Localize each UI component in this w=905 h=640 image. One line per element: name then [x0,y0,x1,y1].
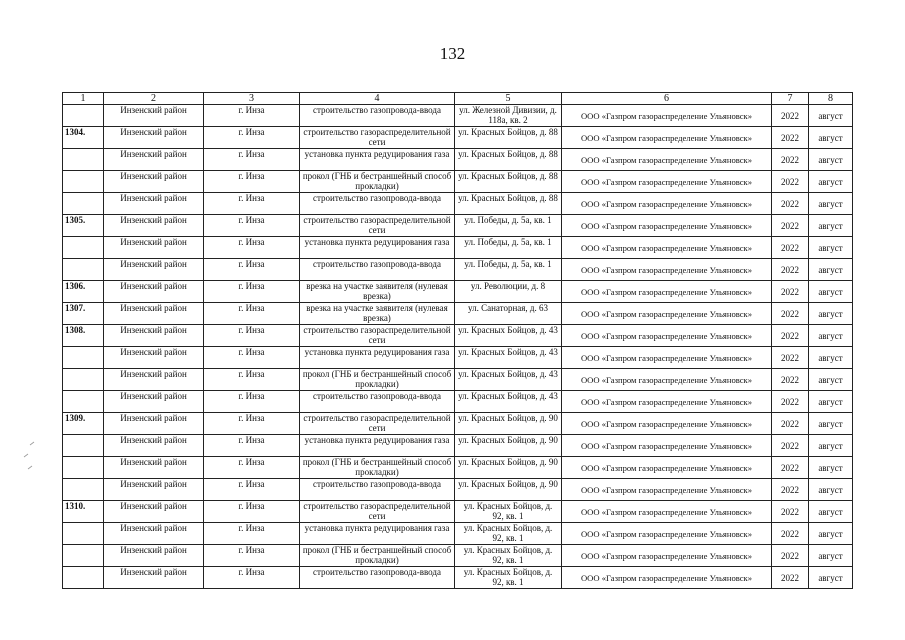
month-cell: август [809,105,853,127]
table-row [63,259,853,281]
city-cell: г. Инза [204,171,300,193]
row-number [63,435,104,457]
year-cell: 2022 [772,105,809,127]
month-cell: август [809,281,853,303]
address-cell: ул. Железной Дивизии, д. 118а, кв. 2 [455,105,562,127]
district-cell: Инзенский район [104,215,204,237]
city-cell: г. Инза [204,457,300,479]
year-cell: 2022 [772,501,809,523]
work-type-cell: строительство газораспределительной сети [300,215,455,237]
district-cell: Инзенский район [104,457,204,479]
year-cell: 2022 [772,435,809,457]
district-cell: Инзенский район [104,545,204,567]
year-cell: 2022 [772,457,809,479]
table-row [63,105,853,127]
table-row [63,325,853,347]
month-cell: август [809,435,853,457]
organization-cell: ООО «Газпром газораспределение Ульяновск» [562,457,772,479]
city-cell: г. Инза [204,193,300,215]
table-row [63,171,853,193]
address-cell: ул. Красных Бойцов, д. 92, кв. 1 [455,501,562,523]
month-cell: август [809,259,853,281]
year-cell: 2022 [772,281,809,303]
organization-cell: ООО «Газпром газораспределение Ульяновск» [562,325,772,347]
city-cell: г. Инза [204,347,300,369]
year-cell: 2022 [772,127,809,149]
year-cell: 2022 [772,391,809,413]
district-cell: Инзенский район [104,149,204,171]
city-cell: г. Инза [204,567,300,589]
city-cell: г. Инза [204,545,300,567]
organization-cell: ООО «Газпром газораспределение Ульяновск» [562,281,772,303]
row-number: 1305. [63,215,104,237]
work-type-cell: строительство газораспределительной сети [300,501,455,523]
table-row [63,127,853,149]
address-cell: ул. Красных Бойцов, д. 88 [455,193,562,215]
district-cell: Инзенский район [104,347,204,369]
address-cell: ул. Красных Бойцов, д. 88 [455,127,562,149]
district-cell: Инзенский район [104,479,204,501]
year-cell: 2022 [772,369,809,391]
row-number: 1306. [63,281,104,303]
row-number [63,479,104,501]
header-cell: 6 [562,93,772,105]
address-cell: ул. Красных Бойцов, д. 90 [455,435,562,457]
district-cell: Инзенский район [104,523,204,545]
district-cell: Инзенский район [104,369,204,391]
row-number: 1310. [63,501,104,523]
address-cell: ул. Красных Бойцов, д. 92, кв. 1 [455,567,562,589]
work-type-cell: строительство газопровода-ввода [300,193,455,215]
year-cell: 2022 [772,259,809,281]
work-type-cell: строительство газопровода-ввода [300,259,455,281]
address-cell: ул. Красных Бойцов, д. 90 [455,413,562,435]
work-type-cell: строительство газораспределительной сети [300,127,455,149]
row-number: 1308. [63,325,104,347]
organization-cell: ООО «Газпром газораспределение Ульяновск» [562,479,772,501]
header-cell: 1 [63,93,104,105]
work-type-cell: прокол (ГНБ и бестраншейный способ прокладки) [300,545,455,567]
header-cell: 7 [772,93,809,105]
year-cell: 2022 [772,479,809,501]
year-cell: 2022 [772,523,809,545]
district-cell: Инзенский район [104,193,204,215]
year-cell: 2022 [772,193,809,215]
row-number [63,567,104,589]
address-cell: ул. Красных Бойцов, д. 43 [455,391,562,413]
work-type-cell: установка пункта редуцирования газа [300,523,455,545]
organization-cell: ООО «Газпром газораспределение Ульяновск» [562,413,772,435]
table-row [63,567,853,589]
month-cell: август [809,215,853,237]
row-number [63,545,104,567]
organization-cell: ООО «Газпром газораспределение Ульяновск» [562,303,772,325]
month-cell: август [809,501,853,523]
table-row [63,479,853,501]
row-number [63,259,104,281]
row-number [63,457,104,479]
district-cell: Инзенский район [104,435,204,457]
city-cell: г. Инза [204,435,300,457]
row-number [63,149,104,171]
month-cell: август [809,149,853,171]
row-number [63,193,104,215]
organization-cell: ООО «Газпром газораспределение Ульяновск» [562,347,772,369]
work-type-cell: прокол (ГНБ и бестраншейный способ прокладки) [300,171,455,193]
table-row [63,523,853,545]
city-cell: г. Инза [204,149,300,171]
organization-cell: ООО «Газпром газораспределение Ульяновск» [562,215,772,237]
address-cell: ул. Красных Бойцов, д. 43 [455,347,562,369]
scan-marks [20,440,40,480]
table-row [63,545,853,567]
organization-cell: ООО «Газпром газораспределение Ульяновск» [562,523,772,545]
table-row [63,347,853,369]
header-cell: 3 [204,93,300,105]
work-type-cell: врезка на участке заявителя (нулевая врезка) [300,303,455,325]
header-cell: 4 [300,93,455,105]
table-row [63,391,853,413]
row-number [63,391,104,413]
address-cell: ул. Победы, д. 5а, кв. 1 [455,237,562,259]
month-cell: август [809,413,853,435]
month-cell: август [809,545,853,567]
year-cell: 2022 [772,325,809,347]
district-cell: Инзенский район [104,501,204,523]
work-type-cell: установка пункта редуцирования газа [300,237,455,259]
header-cell: 5 [455,93,562,105]
table-row [63,237,853,259]
city-cell: г. Инза [204,369,300,391]
city-cell: г. Инза [204,413,300,435]
header-cell: 8 [809,93,853,105]
city-cell: г. Инза [204,215,300,237]
month-cell: август [809,347,853,369]
table-row [63,215,853,237]
table-row [63,501,853,523]
table-row [63,369,853,391]
address-cell: ул. Санаторная, д. 63 [455,303,562,325]
city-cell: г. Инза [204,479,300,501]
row-number [63,347,104,369]
work-type-cell: установка пункта редуцирования газа [300,149,455,171]
district-cell: Инзенский район [104,171,204,193]
district-cell: Инзенский район [104,105,204,127]
district-cell: Инзенский район [104,127,204,149]
district-cell: Инзенский район [104,325,204,347]
month-cell: август [809,127,853,149]
year-cell: 2022 [772,149,809,171]
city-cell: г. Инза [204,259,300,281]
row-number [63,369,104,391]
city-cell: г. Инза [204,325,300,347]
address-cell: ул. Красных Бойцов, д. 88 [455,171,562,193]
year-cell: 2022 [772,347,809,369]
header-cell: 2 [104,93,204,105]
organization-cell: ООО «Газпром газораспределение Ульяновск» [562,501,772,523]
row-number: 1304. [63,127,104,149]
organization-cell: ООО «Газпром газораспределение Ульяновск» [562,127,772,149]
organization-cell: ООО «Газпром газораспределение Ульяновск» [562,149,772,171]
row-number: 1309. [63,413,104,435]
district-cell: Инзенский район [104,303,204,325]
organization-cell: ООО «Газпром газораспределение Ульяновск» [562,237,772,259]
month-cell: август [809,303,853,325]
month-cell: август [809,391,853,413]
work-type-cell: прокол (ГНБ и бестраншейный способ прокладки) [300,369,455,391]
city-cell: г. Инза [204,127,300,149]
year-cell: 2022 [772,215,809,237]
district-cell: Инзенский район [104,413,204,435]
work-type-cell: врезка на участке заявителя (нулевая врезка) [300,281,455,303]
organization-cell: ООО «Газпром газораспределение Ульяновск» [562,171,772,193]
work-type-cell: установка пункта редуцирования газа [300,435,455,457]
address-cell: ул. Красных Бойцов, д. 92, кв. 1 [455,523,562,545]
table-row [63,149,853,171]
row-number [63,237,104,259]
organization-cell: ООО «Газпром газораспределение Ульяновск» [562,567,772,589]
month-cell: август [809,523,853,545]
organization-cell: ООО «Газпром газораспределение Ульяновск» [562,193,772,215]
month-cell: август [809,567,853,589]
district-cell: Инзенский район [104,259,204,281]
city-cell: г. Инза [204,391,300,413]
work-type-cell: прокол (ГНБ и бестраншейный способ прокладки) [300,457,455,479]
district-cell: Инзенский район [104,391,204,413]
city-cell: г. Инза [204,501,300,523]
work-type-cell: строительство газораспределительной сети [300,413,455,435]
organization-cell: ООО «Газпром газораспределение Ульяновск» [562,369,772,391]
year-cell: 2022 [772,545,809,567]
organization-cell: ООО «Газпром газораспределение Ульяновск» [562,105,772,127]
address-cell: ул. Красных Бойцов, д. 43 [455,369,562,391]
row-number: 1307. [63,303,104,325]
year-cell: 2022 [772,303,809,325]
table-row [63,303,853,325]
year-cell: 2022 [772,171,809,193]
year-cell: 2022 [772,413,809,435]
work-type-cell: строительство газопровода-ввода [300,479,455,501]
address-cell: ул. Красных Бойцов, д. 90 [455,479,562,501]
address-cell: ул. Победы, д. 5а, кв. 1 [455,259,562,281]
district-cell: Инзенский район [104,567,204,589]
organization-cell: ООО «Газпром газораспределение Ульяновск» [562,435,772,457]
organization-cell: ООО «Газпром газораспределение Ульяновск» [562,545,772,567]
work-type-cell: установка пункта редуцирования газа [300,347,455,369]
work-type-cell: строительство газопровода-ввода [300,105,455,127]
work-type-cell: строительство газопровода-ввода [300,391,455,413]
work-type-cell: строительство газопровода-ввода [300,567,455,589]
city-cell: г. Инза [204,237,300,259]
city-cell: г. Инза [204,105,300,127]
year-cell: 2022 [772,567,809,589]
month-cell: август [809,237,853,259]
district-cell: Инзенский район [104,237,204,259]
address-cell: ул. Красных Бойцов, д. 88 [455,149,562,171]
organization-cell: ООО «Газпром газораспределение Ульяновск» [562,391,772,413]
table-row [63,193,853,215]
address-cell: ул. Революции, д. 8 [455,281,562,303]
month-cell: август [809,171,853,193]
page-number: 132 [439,44,466,63]
table-header-row [63,93,853,105]
city-cell: г. Инза [204,523,300,545]
address-cell: ул. Победы, д. 5а, кв. 1 [455,215,562,237]
row-number [63,105,104,127]
address-cell: ул. Красных Бойцов, д. 92, кв. 1 [455,545,562,567]
year-cell: 2022 [772,237,809,259]
month-cell: август [809,457,853,479]
city-cell: г. Инза [204,281,300,303]
row-number [63,523,104,545]
month-cell: август [809,325,853,347]
schedule-table [62,92,853,589]
organization-cell: ООО «Газпром газораспределение Ульяновск» [562,259,772,281]
table-row [63,413,853,435]
address-cell: ул. Красных Бойцов, д. 43 [455,325,562,347]
table-row [63,457,853,479]
district-cell: Инзенский район [104,281,204,303]
table-row [63,435,853,457]
table-row [63,281,853,303]
row-number [63,171,104,193]
table-body [63,93,853,589]
city-cell: г. Инза [204,303,300,325]
month-cell: август [809,193,853,215]
month-cell: август [809,369,853,391]
address-cell: ул. Красных Бойцов, д. 90 [455,457,562,479]
month-cell: август [809,479,853,501]
work-type-cell: строительство газораспределительной сети [300,325,455,347]
